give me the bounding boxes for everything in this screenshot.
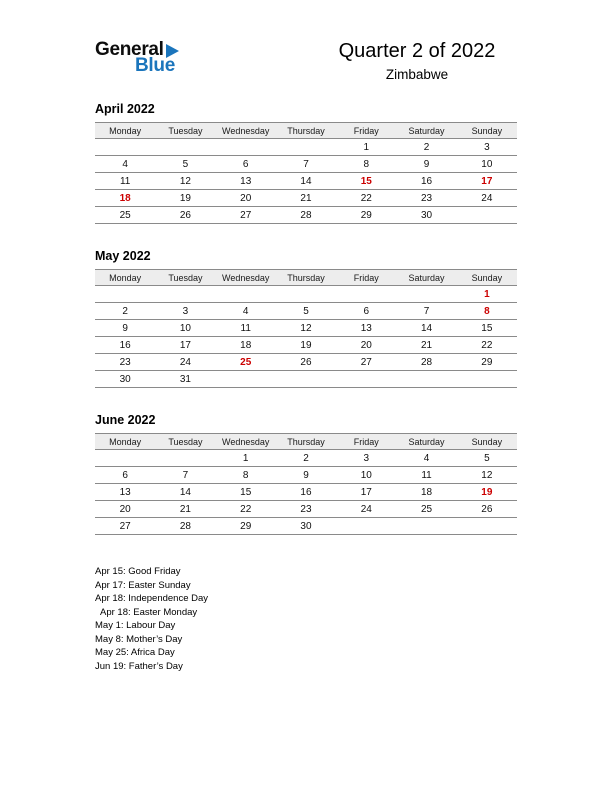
day-cell: 8	[457, 303, 517, 320]
day-cell: 18	[216, 337, 276, 354]
empty-day-cell	[336, 518, 396, 535]
month-section-april	[95, 102, 517, 224]
day-cell: 28	[155, 518, 215, 535]
day-cell: 6	[95, 467, 155, 484]
holiday-item: Apr 18: Independence Day	[95, 593, 209, 604]
weekday-thursday: Thursday	[276, 123, 336, 139]
day-cell: 14	[276, 173, 336, 190]
day-cell: 1	[336, 139, 396, 156]
holiday-item: May 25: Africa Day	[95, 647, 175, 658]
empty-day-cell	[396, 518, 456, 535]
weekday-sunday: Sunday	[457, 434, 517, 450]
day-cell: 30	[396, 207, 456, 224]
day-cell: 10	[336, 467, 396, 484]
weekday-sunday: Sunday	[457, 123, 517, 139]
day-cell: 25	[216, 354, 276, 371]
page-header	[95, 40, 517, 82]
day-cell: 26	[155, 207, 215, 224]
day-cell: 30	[95, 371, 155, 388]
weekday-row	[95, 270, 517, 286]
day-cell: 12	[457, 467, 517, 484]
empty-day-cell	[457, 371, 517, 388]
week-row	[95, 207, 517, 224]
month-section-june	[95, 413, 517, 535]
day-cell: 31	[155, 371, 215, 388]
weekday-tuesday: Tuesday	[155, 123, 215, 139]
day-cell: 13	[336, 320, 396, 337]
week-row	[95, 371, 517, 388]
day-cell: 17	[457, 173, 517, 190]
day-cell: 5	[155, 156, 215, 173]
weekday-friday: Friday	[336, 123, 396, 139]
weekday-saturday: Saturday	[396, 123, 456, 139]
month-section-may	[95, 249, 517, 388]
empty-day-cell	[155, 139, 215, 156]
empty-day-cell	[457, 518, 517, 535]
day-cell: 3	[155, 303, 215, 320]
day-cell: 7	[396, 303, 456, 320]
day-cell: 21	[276, 190, 336, 207]
day-cell: 13	[216, 173, 276, 190]
holiday-item: Apr 15: Good Friday	[95, 566, 181, 577]
empty-day-cell	[95, 286, 155, 303]
week-row	[95, 156, 517, 173]
logo-text-blue: Blue	[135, 55, 175, 76]
weekday-wednesday: Wednesday	[216, 434, 276, 450]
holiday-list	[95, 565, 517, 673]
empty-day-cell	[216, 371, 276, 388]
week-row	[95, 190, 517, 207]
weekday-monday: Monday	[95, 123, 155, 139]
week-row	[95, 354, 517, 371]
week-row	[95, 320, 517, 337]
calendar-grid	[95, 122, 517, 224]
weekday-saturday: Saturday	[396, 434, 456, 450]
week-row	[95, 450, 517, 467]
empty-day-cell	[336, 286, 396, 303]
weekday-row	[95, 434, 517, 450]
week-row	[95, 173, 517, 190]
day-cell: 19	[155, 190, 215, 207]
day-cell: 6	[336, 303, 396, 320]
day-cell: 23	[396, 190, 456, 207]
day-cell: 27	[216, 207, 276, 224]
week-row	[95, 337, 517, 354]
month-title: May 2022	[95, 249, 151, 263]
day-cell: 27	[336, 354, 396, 371]
day-cell: 2	[95, 303, 155, 320]
day-cell: 7	[155, 467, 215, 484]
calendar-grid	[95, 269, 517, 388]
page-subtitle: Zimbabwe	[385, 67, 449, 82]
day-cell: 20	[95, 501, 155, 518]
weekday-tuesday: Tuesday	[155, 270, 215, 286]
day-cell: 4	[216, 303, 276, 320]
calendar-weekday-header	[95, 123, 517, 139]
empty-day-cell	[216, 286, 276, 303]
weekday-friday: Friday	[336, 270, 396, 286]
empty-day-cell	[396, 286, 456, 303]
week-row	[95, 467, 517, 484]
day-cell: 16	[276, 484, 336, 501]
day-cell: 14	[155, 484, 215, 501]
day-cell: 24	[336, 501, 396, 518]
day-cell: 22	[216, 501, 276, 518]
day-cell: 12	[276, 320, 336, 337]
day-cell: 21	[155, 501, 215, 518]
day-cell: 5	[457, 450, 517, 467]
day-cell: 18	[396, 484, 456, 501]
empty-day-cell	[95, 139, 155, 156]
logo-text-general: General	[95, 39, 164, 60]
day-cell: 24	[155, 354, 215, 371]
day-cell: 29	[336, 207, 396, 224]
month-title: June 2022	[95, 413, 156, 427]
day-cell: 17	[336, 484, 396, 501]
day-cell: 23	[276, 501, 336, 518]
day-cell: 16	[396, 173, 456, 190]
day-cell: 12	[155, 173, 215, 190]
calendar-grid	[95, 433, 517, 535]
day-cell: 10	[155, 320, 215, 337]
day-cell: 28	[276, 207, 336, 224]
weekday-thursday: Thursday	[276, 434, 336, 450]
months-container	[95, 102, 517, 535]
day-cell: 26	[457, 501, 517, 518]
week-row	[95, 501, 517, 518]
day-cell: 1	[216, 450, 276, 467]
calendar-body	[95, 286, 517, 388]
holiday-item: Apr 18: Easter Monday	[100, 606, 198, 618]
empty-day-cell	[276, 139, 336, 156]
day-cell: 14	[396, 320, 456, 337]
day-cell: 5	[276, 303, 336, 320]
week-row	[95, 303, 517, 320]
empty-day-cell	[336, 371, 396, 388]
day-cell: 8	[336, 156, 396, 173]
day-cell: 3	[457, 139, 517, 156]
day-cell: 30	[276, 518, 336, 535]
weekday-row	[95, 123, 517, 139]
month-title: April 2022	[95, 102, 155, 116]
day-cell: 29	[216, 518, 276, 535]
day-cell: 20	[336, 337, 396, 354]
page-title: Quarter 2 of 2022	[338, 40, 496, 62]
day-cell: 25	[396, 501, 456, 518]
day-cell: 27	[95, 518, 155, 535]
day-cell: 6	[216, 156, 276, 173]
week-row	[95, 139, 517, 156]
day-cell: 1	[457, 286, 517, 303]
holiday-item: May 1: Labour Day	[95, 620, 176, 631]
day-cell: 7	[276, 156, 336, 173]
week-row	[95, 286, 517, 303]
day-cell: 10	[457, 156, 517, 173]
day-cell: 23	[95, 354, 155, 371]
day-cell: 29	[457, 354, 517, 371]
weekday-wednesday: Wednesday	[216, 270, 276, 286]
holiday-item: May 8: Mother’s Day	[95, 633, 183, 645]
empty-day-cell	[276, 286, 336, 303]
weekday-monday: Monday	[95, 270, 155, 286]
day-cell: 4	[95, 156, 155, 173]
empty-day-cell	[396, 371, 456, 388]
empty-day-cell	[155, 450, 215, 467]
weekday-monday: Monday	[95, 434, 155, 450]
day-cell: 24	[457, 190, 517, 207]
empty-day-cell	[216, 139, 276, 156]
empty-day-cell	[95, 450, 155, 467]
day-cell: 11	[216, 320, 276, 337]
day-cell: 16	[95, 337, 155, 354]
day-cell: 8	[216, 467, 276, 484]
empty-day-cell	[457, 207, 517, 224]
day-cell: 9	[95, 320, 155, 337]
day-cell: 19	[276, 337, 336, 354]
day-cell: 19	[457, 484, 517, 501]
day-cell: 15	[216, 484, 276, 501]
day-cell: 28	[396, 354, 456, 371]
day-cell: 9	[276, 467, 336, 484]
weekday-tuesday: Tuesday	[155, 434, 215, 450]
calendar-weekday-header	[95, 270, 517, 286]
calendar-weekday-header	[95, 434, 517, 450]
day-cell: 15	[457, 320, 517, 337]
day-cell: 26	[276, 354, 336, 371]
weekday-sunday: Sunday	[457, 270, 517, 286]
holiday-item: Jun 19: Father’s Day	[95, 660, 183, 672]
day-cell: 15	[336, 173, 396, 190]
holiday-item: Apr 17: Easter Sunday	[95, 579, 191, 591]
week-row	[95, 518, 517, 535]
calendar-body	[95, 139, 517, 224]
weekday-saturday: Saturday	[396, 270, 456, 286]
day-cell: 21	[396, 337, 456, 354]
week-row	[95, 484, 517, 501]
day-cell: 11	[396, 467, 456, 484]
day-cell: 18	[95, 190, 155, 207]
day-cell: 2	[396, 139, 456, 156]
logo	[95, 40, 179, 75]
day-cell: 13	[95, 484, 155, 501]
title-block	[317, 40, 517, 82]
empty-day-cell	[276, 371, 336, 388]
day-cell: 9	[396, 156, 456, 173]
day-cell: 22	[336, 190, 396, 207]
weekday-wednesday: Wednesday	[216, 123, 276, 139]
weekday-friday: Friday	[336, 434, 396, 450]
day-cell: 3	[336, 450, 396, 467]
empty-day-cell	[155, 286, 215, 303]
weekday-thursday: Thursday	[276, 270, 336, 286]
calendar-body	[95, 450, 517, 535]
day-cell: 17	[155, 337, 215, 354]
day-cell: 4	[396, 450, 456, 467]
day-cell: 2	[276, 450, 336, 467]
day-cell: 25	[95, 207, 155, 224]
day-cell: 11	[95, 173, 155, 190]
day-cell: 22	[457, 337, 517, 354]
day-cell: 20	[216, 190, 276, 207]
